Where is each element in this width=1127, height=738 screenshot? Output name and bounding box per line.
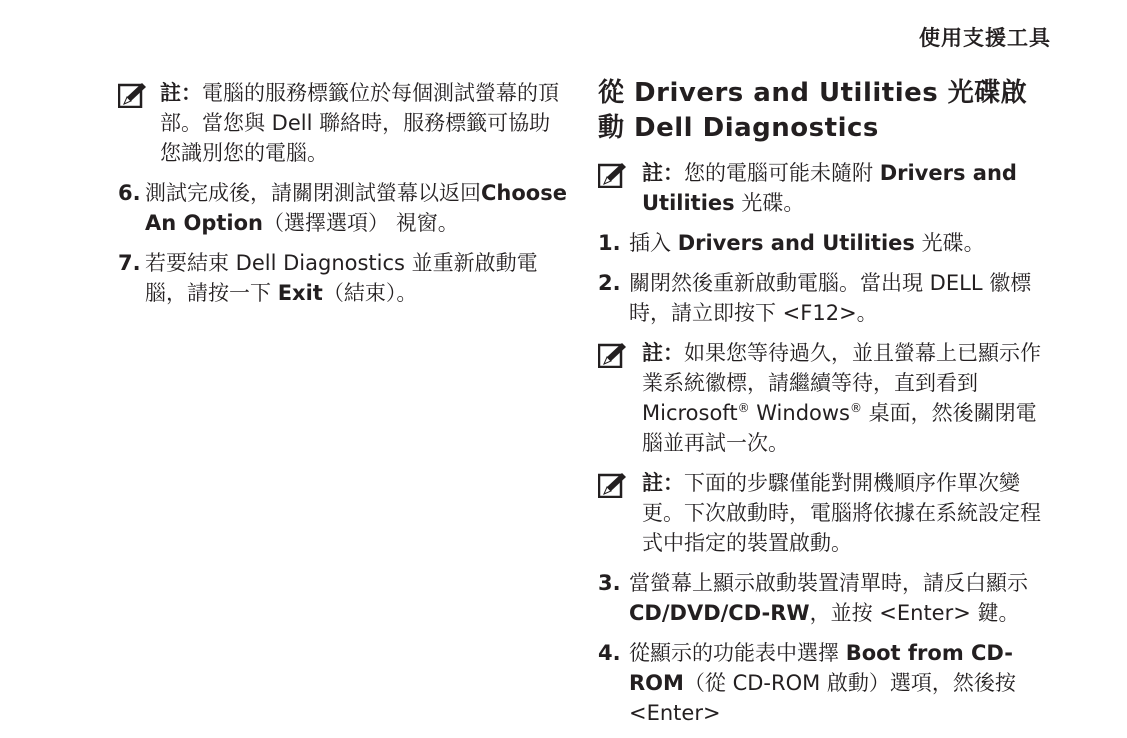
step-text-end: （結束）。 (322, 281, 418, 305)
note-label: 註： (642, 161, 684, 185)
right-column (598, 76, 1053, 738)
step-4 (598, 638, 1053, 728)
note-text: 電腦的服務標籤位於每個測試螢幕的頂部。當您與 Dell 聯絡時，服務標籤可協助您識別您的電腦。 (160, 81, 559, 165)
note-text: 下面的步驟僅能對開機順序作單次變更。下次啟動時，電腦將依據在系統設定程式中指定的裝置啟動。 (642, 471, 1041, 555)
step-number: 3. (598, 571, 621, 595)
registered-mark: ® (850, 401, 862, 415)
note-text: 如果您等待過久，並且螢幕上已顯示作業系統徽標，請繼續等待，直到看到 Microsoft (642, 341, 1041, 425)
step-6 (118, 178, 570, 238)
note-text-windows: Windows (749, 401, 850, 425)
page-header: 使用支援工具 (919, 26, 1051, 50)
step-text-end: 光碟。 (914, 231, 985, 255)
step-bold-text: Choose An Option (145, 181, 567, 235)
note-pencil-icon (598, 162, 627, 188)
section-title: 從 Drivers and Utilities 光碟啟動 Dell Diagnostics (598, 78, 1028, 143)
step-1 (598, 228, 1053, 258)
note-pencil-icon (598, 472, 627, 498)
step-7 (118, 248, 570, 308)
note-text-end: 桌面，然後關閉電腦並再試一次。 (642, 401, 1037, 455)
note-pencil-icon (118, 82, 147, 108)
note-pencil-icon (598, 342, 627, 368)
step-bold-text: Exit (277, 281, 323, 305)
step-bold-text: Boot from CD-ROM (629, 641, 1013, 695)
step-text: 若要結束 Dell Diagnostics 並重新啟動電腦，請按一下 (145, 251, 538, 305)
step-bold-text: CD/DVD/CD-RW (629, 601, 810, 625)
step-text: 測試完成後，請關閉測試螢幕以返回 (145, 181, 481, 205)
step-number: 1. (598, 231, 621, 255)
left-column (118, 78, 570, 318)
step-number: 6. (118, 181, 141, 205)
step-bold-text: Drivers and Utilities (677, 231, 915, 255)
step-text-end: （選擇選項） 視窗。 (263, 211, 459, 235)
step-number: 7. (118, 251, 141, 275)
note-one-time-boot (598, 468, 1053, 558)
step-text: 從顯示的功能表中選擇 (629, 641, 846, 665)
step-text: 插入 (629, 231, 678, 255)
note-wait-too-long (598, 338, 1053, 458)
note-label: 註： (642, 471, 684, 495)
step-2 (598, 268, 1053, 328)
step-text: 關閉然後重新啟動電腦。當出現 DELL 徽標時，請立即按下 <F12>。 (629, 271, 1032, 325)
note-text-end: 光碟。 (734, 191, 805, 215)
service-tag-note (118, 78, 570, 168)
step-text: 當螢幕上顯示啟動裝置清單時，請反白顯示 (629, 571, 1028, 595)
step-number: 2. (598, 271, 621, 295)
step-3 (598, 568, 1053, 628)
note-label: 註： (642, 341, 684, 365)
note-label: 註： (160, 81, 202, 105)
note-bold-text: Drivers and Utilities (642, 161, 1017, 215)
step-text-end: ，並按 <Enter> 鍵。 (809, 601, 1020, 625)
step-text-end: （從 CD-ROM 啟動）選項，然後按 <Enter> (629, 671, 1016, 725)
note-text: 您的電腦可能未隨附 (684, 161, 880, 185)
step-number: 4. (598, 641, 621, 665)
note-optional-disc (598, 158, 1053, 218)
registered-mark: ® (737, 401, 750, 415)
